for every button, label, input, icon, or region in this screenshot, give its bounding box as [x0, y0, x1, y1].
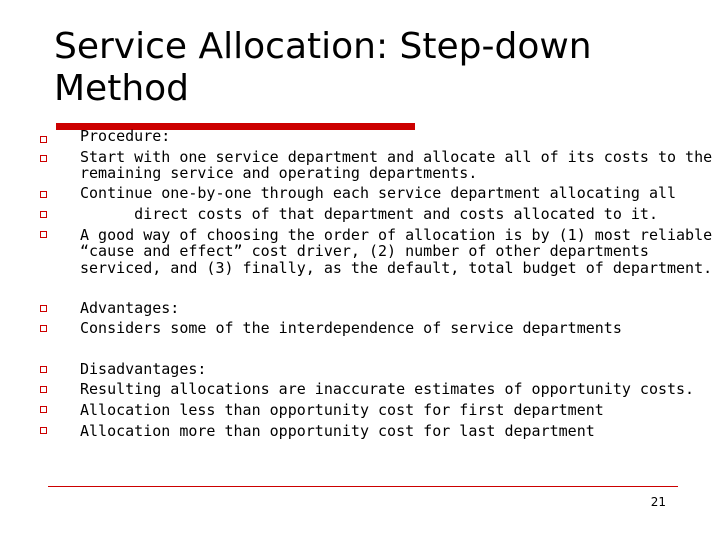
bullet-text: direct costs of that department and costs allocated to it. [80, 205, 658, 223]
footer-rule [48, 486, 678, 487]
bullet-text-continuation: remaining service and operating departments. [80, 164, 478, 182]
bullet-text-continuation: serviced, and (3) finally, as the default, total budget of department. [80, 259, 713, 277]
bullet-text: Continue one-by-one through each service department allocating all [80, 184, 677, 202]
bullet-text: Considers some of the interdependence of service departments [80, 319, 622, 337]
bullet-text: Procedure: [80, 127, 171, 145]
hollow-square-icon [40, 325, 47, 332]
bullet-text: Advantages: [80, 299, 180, 317]
bullet-text: Resulting allocations are inaccurate estimates of opportunity costs. [80, 380, 695, 398]
bullet-text: Allocation more than opportunity cost for last department [80, 422, 595, 440]
bullet-text-continuation: “cause and effect” cost driver, (2) number of other departments [80, 242, 649, 260]
hollow-square-icon [40, 406, 47, 413]
page-number: 21 [650, 495, 666, 509]
hollow-square-icon [40, 427, 47, 434]
hollow-square-icon [40, 231, 47, 238]
slide-title-line-1: Service Allocation: Step-down [54, 26, 592, 67]
hollow-square-icon [40, 136, 47, 143]
hollow-square-icon [40, 191, 47, 198]
slide-title-line-2: Method [54, 68, 190, 109]
bullet-text: Disadvantages: [80, 360, 207, 378]
bullet-text: Start with one service department and allocate all of its costs to the [80, 148, 713, 166]
hollow-square-icon [40, 305, 47, 312]
hollow-square-icon [40, 155, 47, 162]
hollow-square-icon [40, 386, 47, 393]
hollow-square-icon [40, 211, 47, 218]
hollow-square-icon [40, 366, 47, 373]
bullet-text: Allocation less than opportunity cost for first department [80, 401, 604, 419]
bullet-text: A good way of choosing the order of allocation is by (1) most reliable [80, 226, 713, 244]
